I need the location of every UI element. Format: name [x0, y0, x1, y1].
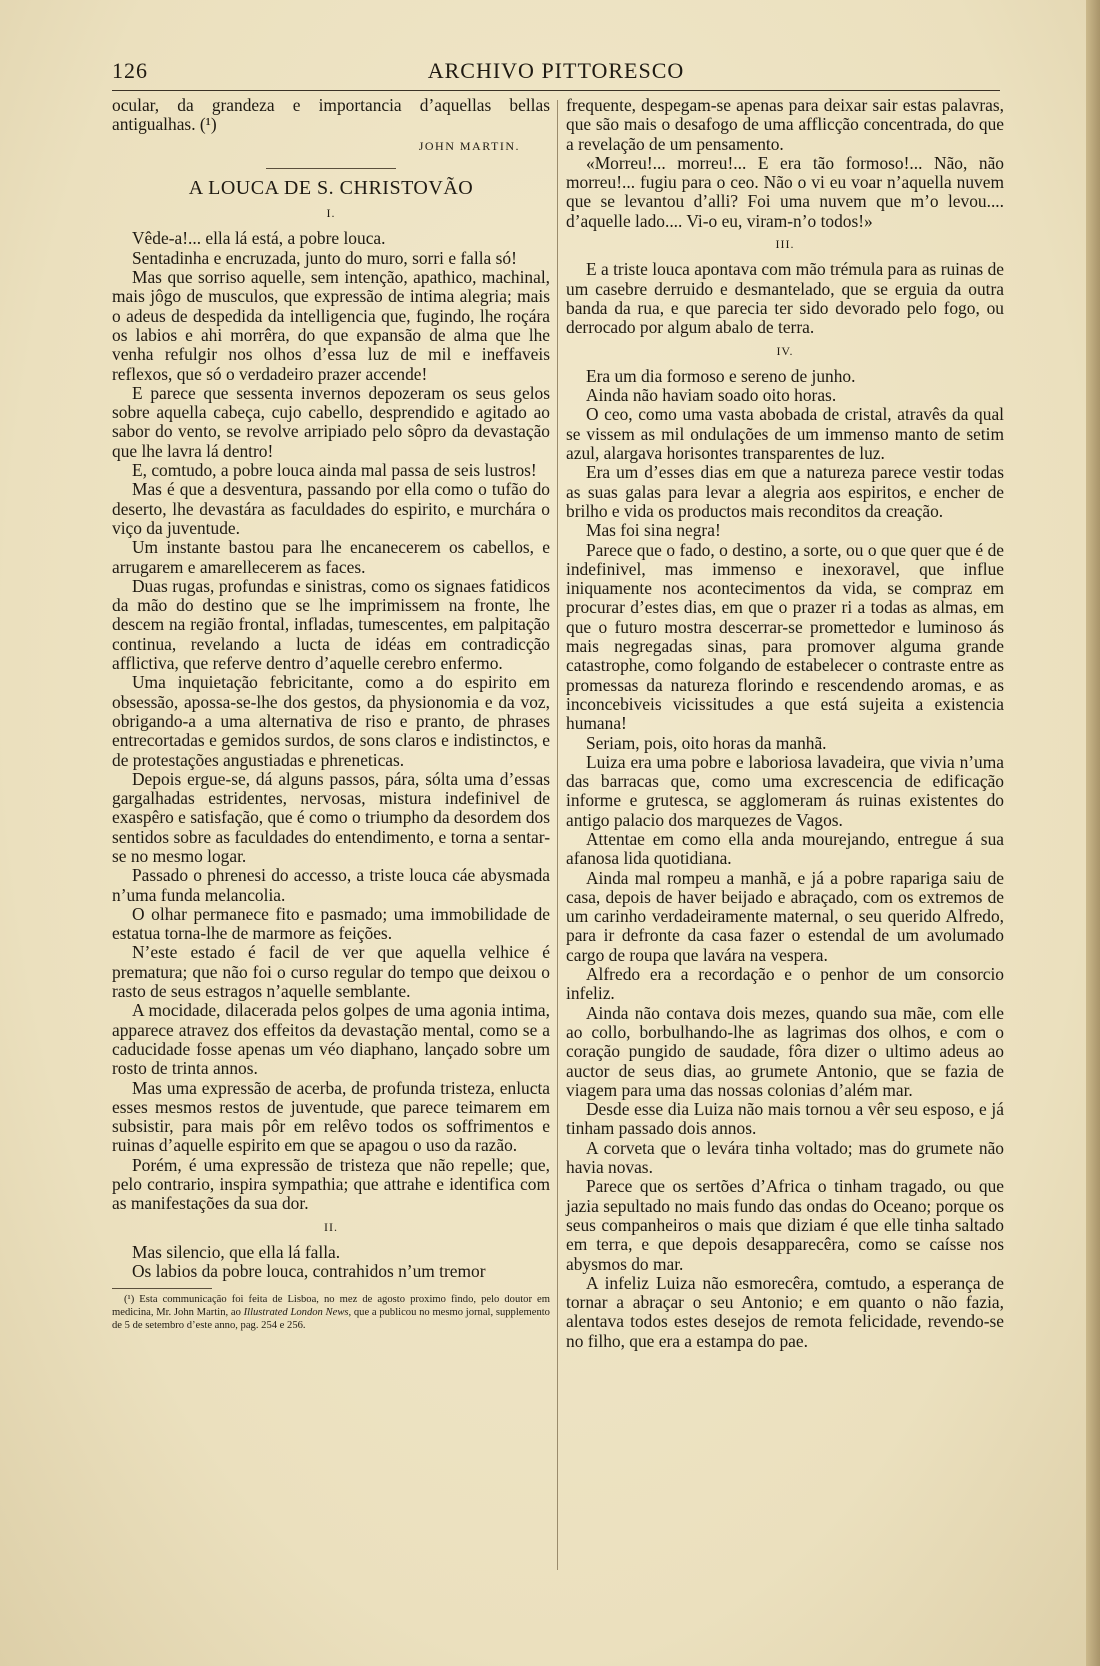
- page-header: [112, 56, 1000, 91]
- paragraph: Seriam, pois, oito horas da manhã.: [586, 732, 827, 753]
- paragraph: Attentae em como ella anda mourejando, entregue á sua afanosa lida quotidiana.: [566, 828, 1004, 869]
- paragraph: «Morreu!... morreu!... E era tão formoso!... Não, não morreu!... fugiu para o ceo. Não o vi eu voar n’aquella nuvem que se levantou d’alli? Foi uma nuvem que m’o levou.... d’aquelle lado.... Vi-o eu, viram-n’o todos!»: [566, 152, 1004, 231]
- paragraph: E a triste louca apontava com mão trémula para as ruinas de um casebre derruido e desmantelado, que se erguia da outra banda da rua, e que parecia ter sido devorado pelo fogo, ou derrocado por algum abalo de terra.: [566, 259, 1004, 338]
- paragraph: Mas que sorriso aquelle, sem intenção, apathico, machinal, mais jôgo de musculos, que expressão de intima alegria; mais o adeus de despedida da intelligencia que, fugindo, lhe roçára os labios e ahi morrêra, do que expansão de alma que lhe venha refulgir nos olhos d’essa luz de mil e ineffaveis reflexos, que só o verdadeiro prazer accende!: [112, 267, 550, 384]
- paragraph: Mas uma expressão de acerba, de profunda tristeza, enlucta esses mesmos restos de juventude, que parece teimarem em subsistir, para mais pôr em relêvo todos os soffrimentos e ruinas d’aquelle espirito em que se apagou o uso da razão.: [112, 1077, 550, 1156]
- paragraph: Parece que o fado, o destino, a sorte, ou o que quer que é de indefinivel, mas immenso e inexoravel, que influe iniquamente nos acontecimentos da vida, se compraz em procurar d’estes dias, em que o prazer ri a todas as almas, em que o futuro mostra descerrar-se promettedor e luminoso ás mais negregadas sinas, para promover alguma grande catastrophe, como folgando de estabelecer o contraste entre as promessas da natureza florindo e rescendendo aromas, e as inconcebiveis vicissitudes a que está sujeita a existencia humana!: [566, 539, 1004, 734]
- footnote-text-b: , que a publicou no mesmo jornal, supplemento de 5 de setembro d’este anno, pag. 254 e 256.: [112, 1306, 550, 1331]
- paragraph: Depois ergue-se, dá alguns passos, pára, sólta uma d’essas gargalhadas estridentes, nervosas, mistura indefinivel de exaspêro e satisfação, que é como o triumpho da desordem dos sentidos sobre as faculdades do entendimento, e torna a sentar-se no mesmo logar.: [112, 768, 551, 866]
- paragraph: Era um dia formoso e sereno de junho.: [586, 365, 856, 386]
- section-number-3: III.: [775, 237, 795, 252]
- article-title: A LOUCA DE S. CHRISTOVÃO: [188, 176, 474, 199]
- column-divider: [557, 100, 558, 1570]
- footnote-journal-name: Illustrated London News: [243, 1306, 349, 1318]
- paragraph: Porém, é uma expressão de tristeza que não repelle; que, pelo contrario, inspira sympathia; que attrahe e identifica com as manifestações da sua dor.: [112, 1154, 550, 1214]
- paragraph: Ainda não haviam soado oito horas.: [586, 385, 837, 406]
- section-number-4: IV.: [776, 343, 794, 358]
- paragraph: O olhar permanece fito e pasmado; uma immobilidade de estatua torna-lhe de marmore as feições.: [112, 903, 550, 944]
- paragraph: Sentadinha e encruzada, junto do muro, sorri e falla só!: [132, 247, 517, 268]
- paragraph: N’este estado é facil de ver que aquella velhice é prematura; que não foi o curso regular do tempo que deixou o rasto de seus estragos n’aquelle semblante.: [112, 942, 550, 1002]
- paragraph: Mas foi sina negra!: [586, 520, 721, 541]
- paragraph: Era um d’esses dias em que a natureza parece vestir todas as suas galas para levar a alegria aos espiritos, e encher de brilho e vida os productos mais reconditos da creação.: [566, 462, 1004, 521]
- footnote: [112, 1293, 550, 1332]
- author-signature: JOHN MARTIN.: [418, 138, 520, 153]
- paragraph: A mocidade, dilacerada pelos golpes de uma agonia intima, apparece atravez dos effeitos da devastação mental, como se a caducidade fosse apenas um véo diaphano, lançado sobre um rosto de trinta annos.: [112, 1000, 550, 1079]
- page-edge: [1086, 0, 1100, 1666]
- section-number-2: II.: [324, 1219, 338, 1234]
- paragraph: frequente, despegam-se apenas para deixar sair estas palavras, que são mais o desafogo de uma afflicção concentrada, do que a revelação de um pensamento.: [566, 95, 1004, 154]
- footnote-rule: [112, 1288, 212, 1289]
- paragraph: E, comtudo, a pobre louca ainda mal passa de seis lustros!: [132, 460, 537, 481]
- paragraph: Um instante bastou para lhe encanecerem os cabellos, e arrugarem e amarellecerem as faces.: [112, 537, 550, 577]
- paragraph: Mas é que a desventura, passando por ella como o tufão do deserto, lhe devastára as faculdades do espirito, e murchára o viço da juventude.: [112, 479, 550, 538]
- footnote-text-a: (¹) Esta communicação foi feita de Lisboa, no mez de agosto proximo findo, pelo doutor em medicina, Mr. John Martin, ao: [112, 1293, 550, 1318]
- left-column: [112, 96, 550, 1332]
- paragraph: E parece que sessenta invernos depozeram os seus gelos sobre aquella cabeça, cujo cabello, desprendido e agitado ao sabor do vento, se revolve arripiado pelo sôpro da devastação que lhe lavra lá dentro!: [112, 382, 550, 461]
- paragraph: O ceo, como uma vasta abobada de cristal, atravês da qual se vissem as mil ondulações de um immenso manto de setim azul, alargava horisontes transparentes de luz.: [566, 404, 1004, 464]
- journal-title: ARCHIVO PITTORESCO: [427, 58, 685, 83]
- right-column: [566, 96, 1004, 1351]
- paragraph: Os labios da pobre louca, contrahidos n’um tremor: [132, 1261, 486, 1282]
- paragraph: Mas silencio, que ella lá falla.: [132, 1241, 341, 1262]
- paragraph: Ainda mal rompeu a manhã, e já a pobre rapariga saiu de casa, depois de haver beijado e abraçado, com os extremos de um carinho verdadeiramente maternal, o seu querido Alfredo, para ir defronte da casa fazer o estendal de um avolumado cargo de roupa que lavára na vespera.: [566, 867, 1004, 965]
- paragraph: Duas rugas, profundas e sinistras, como os signaes fatidicos da mão do destino que se lhe imprimissem na fronte, lhe descem na região frontal, infladas, tumescentes, em palpitação continua, revelando a lucta de idéas em contradicção afflictiva, que referve dentro d’aquelle cerebro enfermo.: [112, 575, 550, 674]
- paragraph: Passado o phrenesi do accesso, a triste louca cáe abysmada n’uma funda melancolia.: [112, 865, 550, 905]
- page-number: 126: [112, 58, 148, 83]
- paragraph: A corveta que o levára tinha voltado; mas do grumete não havia novas.: [566, 1137, 1004, 1178]
- paragraph: Ainda não contava dois mezes, quando sua mãe, com elle ao collo, borbulhando-lhe as lagrimas dos olhos, e com o coração pungido de saudade, fôra dizer o ultimo adeus ao auctor de seus dias, ao grumete Antonio, que se fazia de viagem para uma das nossas colonias d’além mar.: [566, 1002, 1004, 1100]
- paragraph: Luiza era uma pobre e laboriosa lavadeira, que vivia n’uma das barracas que, como uma excrescencia de edificação informe e grutesca, se agglomeram ás ruinas existentes do antigo palacio dos marquezes de Vagos.: [566, 751, 1004, 830]
- section-number-1: I.: [326, 206, 336, 221]
- paragraph: Parece que os sertões d’Africa o tinham tragado, ou que jazia sepultado no mais fundo das ondas do Oceano; porque os seus companheiros o mais que diziam é que elle tinha saltado em terra, e que depois desapparecêra, como se caísse nos abysmos do mar.: [566, 1176, 1004, 1274]
- intro-paragraph: ocular, da grandeza e importancia d’aquellas bellas antigualhas. (¹): [112, 95, 550, 135]
- title-rule: [266, 168, 396, 169]
- paragraph: A infeliz Luiza não esmorecêra, comtudo, a esperança de tornar a abraçar o seu Antonio; e em quanto o não fazia, alentava todos estes desejos de remota felicidade, revendo-se no filho, que era a estampa do pae.: [566, 1272, 1004, 1351]
- paragraph: Desde esse dia Luiza não mais tornou a vêr seu esposo, e já tinham passado dois annos.: [566, 1099, 1004, 1139]
- paragraph: Alfredo era a recordação e o penhor de um consorcio infeliz.: [566, 964, 1004, 1004]
- paragraph: Vêde-a!... ella lá está, a pobre louca.: [132, 228, 386, 249]
- paragraph: Uma inquietação febricitante, como a do espirito em obsessão, apossa-se-lhe dos gestos, da physionomia e da voz, obrigando-a a uma alternativa de riso e pranto, de phrases entrecortadas e gemidos surdos, de sons claros e indistinctos, e de protestações angustiadas e phreneticas.: [112, 672, 550, 770]
